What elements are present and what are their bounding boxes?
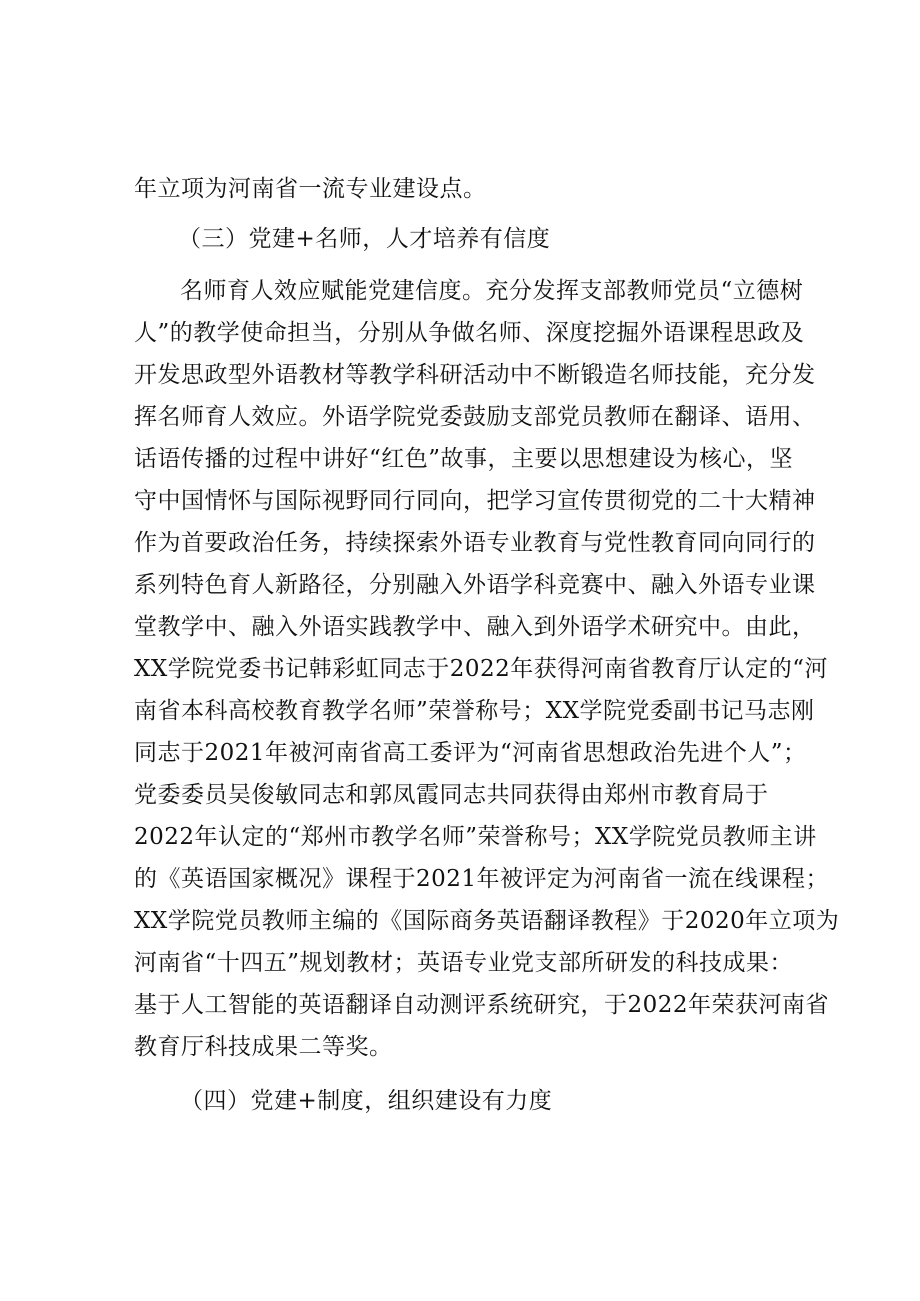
paragraph-line: XX学院党委书记韩彩虹同志于2022年获得河南省教育厅认定的“河 [134,656,829,682]
paragraph-line: 作为首要政治任务，持续探索外语专业教育与党性教育同向同行的 [134,530,816,556]
paragraph-line: 挥名师育人效应。外语学院党委鼓励支部党员教师在翻译、语用、 [134,404,816,430]
paragraph-line: 2022年认定的“郑州市教学名师”荣誉称号；XX学院党员教师主讲 [134,824,817,850]
paragraph-line: 话语传播的过程中讲好“红色”故事，主要以思想建设为核心，坚 [134,446,794,472]
paragraph-line: 年立项为河南省一流专业建设点。 [134,176,487,202]
paragraph-line: 名师育人效应赋能党建信度。充分发挥支部教师党员“立德树 [180,278,804,304]
paragraph-line: 南省本科高校教育教学名师”荣誉称号；XX学院党委副书记马志刚 [134,698,815,724]
paragraph-line: 党委委员吴俊敏同志和郭凤霞同志共同获得由郑州市教育局于 [134,782,769,808]
paragraph-line: 教育厅科技成果二等奖。 [134,1034,393,1060]
section-heading-3: （三）党建+名师，人才培养有信度 [178,226,551,252]
section-heading-4: （四）党建+制度，组织建设有力度 [180,1088,553,1114]
paragraph-line: 河南省“十四五”规划教材；英语专业党支部所研发的科技成果： [134,950,794,976]
paragraph-line: 的《英语国家概况》课程于2021年被评定为河南省一流在线课程； [134,866,830,892]
paragraph-line: 基于人工智能的英语翻译自动测评系统研究，于2022年荣获河南省 [134,992,830,1018]
paragraph-line: 系列特色育人新路径，分别融入外语学科竞赛中、融入外语专业课 [134,572,816,598]
paragraph-line: 人”的教学使命担当，分别从争做名师、深度挖掘外语课程思政及 [134,320,805,346]
paragraph-line: XX学院党员教师主编的《国际商务英语翻译教程》于2020年立项为 [134,908,840,934]
paragraph-line: 堂教学中、融入外语实践教学中、融入到外语学术研究中。由此， [134,614,816,640]
paragraph-line: 开发思政型外语教材等教学科研活动中不断锻造名师技能，充分发 [134,362,816,388]
paragraph-line: 同志于2021年被河南省高工委评为“河南省思想政治先进个人”； [134,740,807,766]
paragraph-line: 守中国情怀与国际视野同行同向，把学习宣传贯彻党的二十大精神 [134,488,816,514]
